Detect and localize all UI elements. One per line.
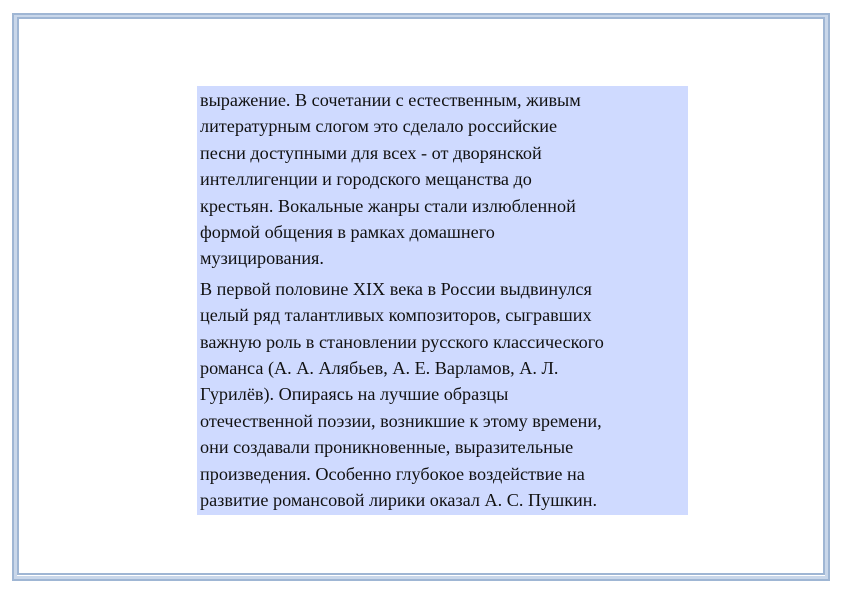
paragraph-home-music: выражение. В сочетании с естественным, живым литературным слогом это сделало российские песни доступными для всех - от дворянской интеллигенции и городского мещанства до крестьян. Вокальные жанры стали излюбленной формой общения в рамках домашнего музицирования. (200, 90, 581, 269)
text-box (197, 86, 688, 515)
paragraph-composers: В первой половине XIX века в России выдвинулся целый ряд талантливых композиторов, сыгравших важную роль в становлении русского классического романса (А. А. Алябьев, А. Е. Варламов, А. Л. Гурилёв). Опираясь на лучшие образцы отечественной поэзии, возникшие к этому времени, они создавали проникновенные, выразительные произведения. Особенно глубокое воздействие на развитие романсовой лирики оказал А. С. Пушкин. (200, 278, 604, 511)
